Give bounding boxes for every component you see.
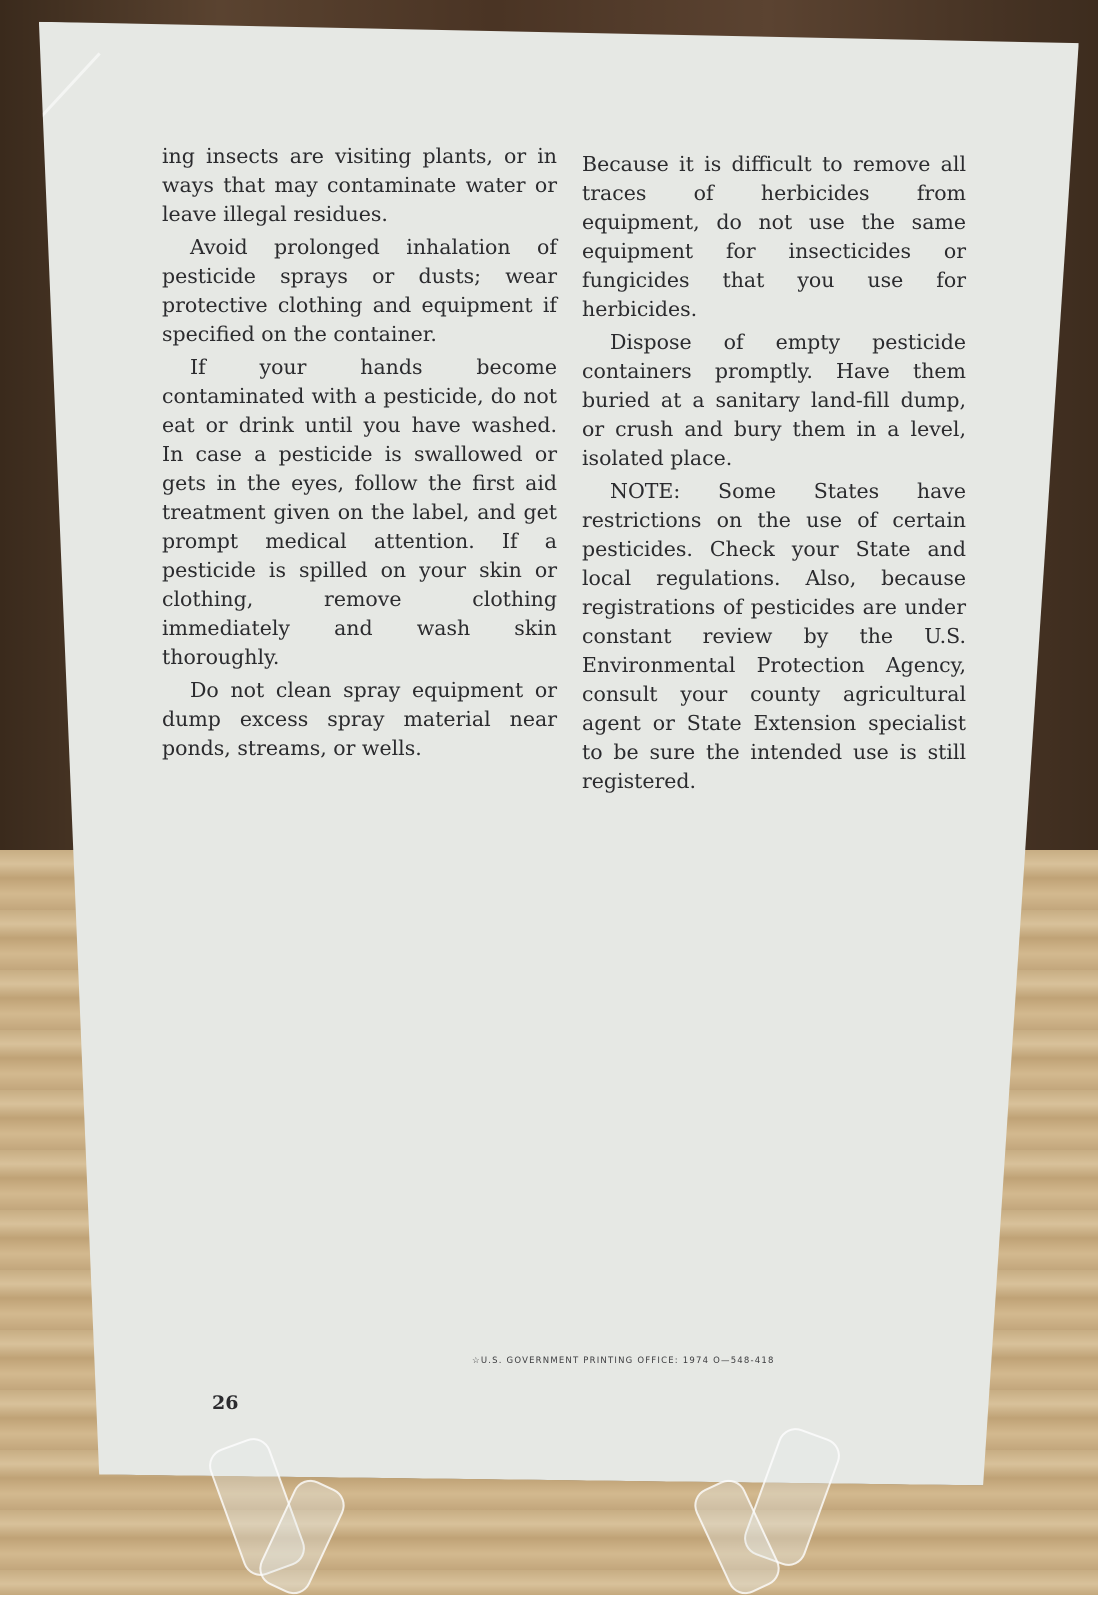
paragraph: Do not clean spray equipment or dump excess spray material near ponds, streams, or wells. — [162, 678, 557, 760]
display-stand-left-foot — [205, 1420, 355, 1600]
paragraph: Avoid prolonged inhalation of pesticide sprays or dusts; wear protective clothing and equipment if specified on the container. — [162, 235, 557, 346]
paragraph: Because it is difficult to remove all traces of herbicides from equipment, do not use the same equipment for insecticides or fungicides that you use for herbicides. — [582, 152, 966, 321]
right-text-column — [582, 150, 966, 800]
paragraph: ing insects are visiting plants, or in ways that may contaminate water or leave illegal residues. — [162, 144, 557, 226]
page-number: 26 — [212, 1392, 239, 1414]
printing-office-imprint: ☆U.S. GOVERNMENT PRINTING OFFICE: 1974 O—548-418 — [472, 1356, 775, 1366]
note-paragraph: NOTE: Some States have restrictions on the use of certain pesticides. Check your State and local regulations. Also, because registrations of pesticides are under constant review by the U.S. Environmental Protection Agency, consult your county agricultural agent or State Extension specialist to be sure the intended use is still registered. — [582, 479, 966, 793]
display-stand-right-foot — [700, 1420, 850, 1600]
paragraph: Dispose of empty pesticide containers promptly. Have them buried at a sanitary land-fill dump, or crush and bury them in a level, isolated place. — [582, 330, 966, 470]
paragraph: If your hands become contaminated with a pesticide, do not eat or drink until you have washed. In case a pesticide is swallowed or gets in the eyes, follow the first aid treatment given on the label, and get prompt medical attention. If a pesticide is spilled on your skin or clothing, remove clothing immediately and wash skin thoroughly. — [162, 355, 557, 669]
left-text-column — [162, 142, 557, 767]
